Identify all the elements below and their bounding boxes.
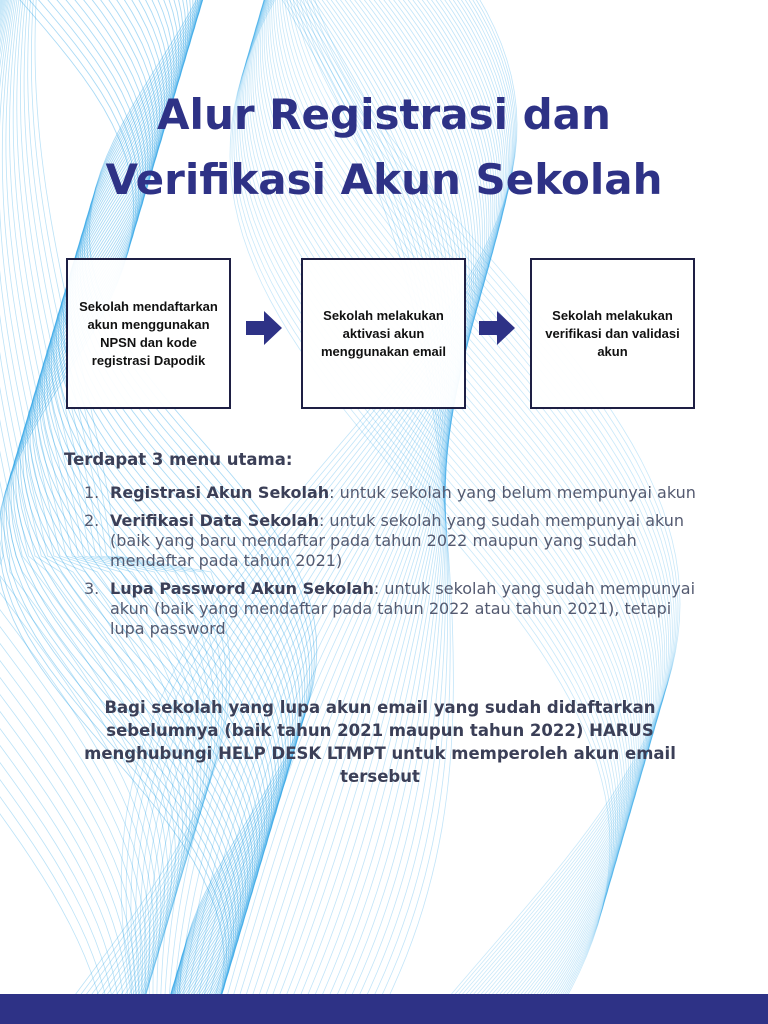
menu-heading: Terdapat 3 menu utama: bbox=[64, 450, 293, 469]
menu-item-name: Verifikasi Data Sekolah bbox=[110, 511, 319, 530]
menu-item-number: 1. bbox=[84, 483, 100, 502]
flow-step-3 bbox=[530, 258, 695, 409]
menu-item-description: : untuk sekolah yang sudah mempunyai akun (baik yang mendaftar pada tahun 2022 atau tahun 2021), tetapi lupa password bbox=[110, 579, 696, 638]
footer-bar bbox=[0, 994, 768, 1024]
helpdesk-notice: Bagi sekolah yang lupa akun email yang sudah didaftarkan sebelumnya (baik tahun 2021 maupun tahun 2022) HARUS menghubungi HELP DESK LTMPT untuk memperoleh akun email tersebut bbox=[84, 698, 676, 786]
page-title-line-1: Alur Registrasi dan bbox=[157, 90, 611, 139]
menu-item-description: : untuk sekolah yang belum mempunyai akun bbox=[329, 483, 696, 502]
flow-step-2-text: Sekolah melakukan aktivasi akun menggunakan email bbox=[321, 307, 446, 359]
arrow-right-icon bbox=[246, 311, 282, 345]
menu-item bbox=[84, 579, 704, 639]
flow-step-2 bbox=[301, 258, 466, 409]
menu-item-number: 2. bbox=[84, 511, 100, 530]
menu-item-name: Registrasi Akun Sekolah bbox=[110, 483, 330, 502]
menu-list bbox=[84, 483, 704, 647]
flow-step-1-text: Sekolah mendaftarkan akun menggunakan NPSN dan kode registrasi Dapodik bbox=[79, 298, 218, 368]
flow-step-3-text: Sekolah melakukan verifikasi dan validasi akun bbox=[545, 307, 680, 359]
menu-item bbox=[84, 483, 704, 503]
menu-item-number: 3. bbox=[84, 579, 100, 598]
menu-item bbox=[84, 511, 704, 571]
menu-item-description: : untuk sekolah yang sudah mempunyai akun (baik yang baru mendaftar pada tahun 2022 maupun yang sudah mendaftar pada tahun 2021) bbox=[110, 511, 685, 570]
arrow-right-icon bbox=[479, 311, 515, 345]
flow-step-1 bbox=[66, 258, 231, 409]
page-title-line-2: Verifikasi Akun Sekolah bbox=[105, 155, 663, 204]
menu-item-name: Lupa Password Akun Sekolah bbox=[110, 579, 374, 598]
